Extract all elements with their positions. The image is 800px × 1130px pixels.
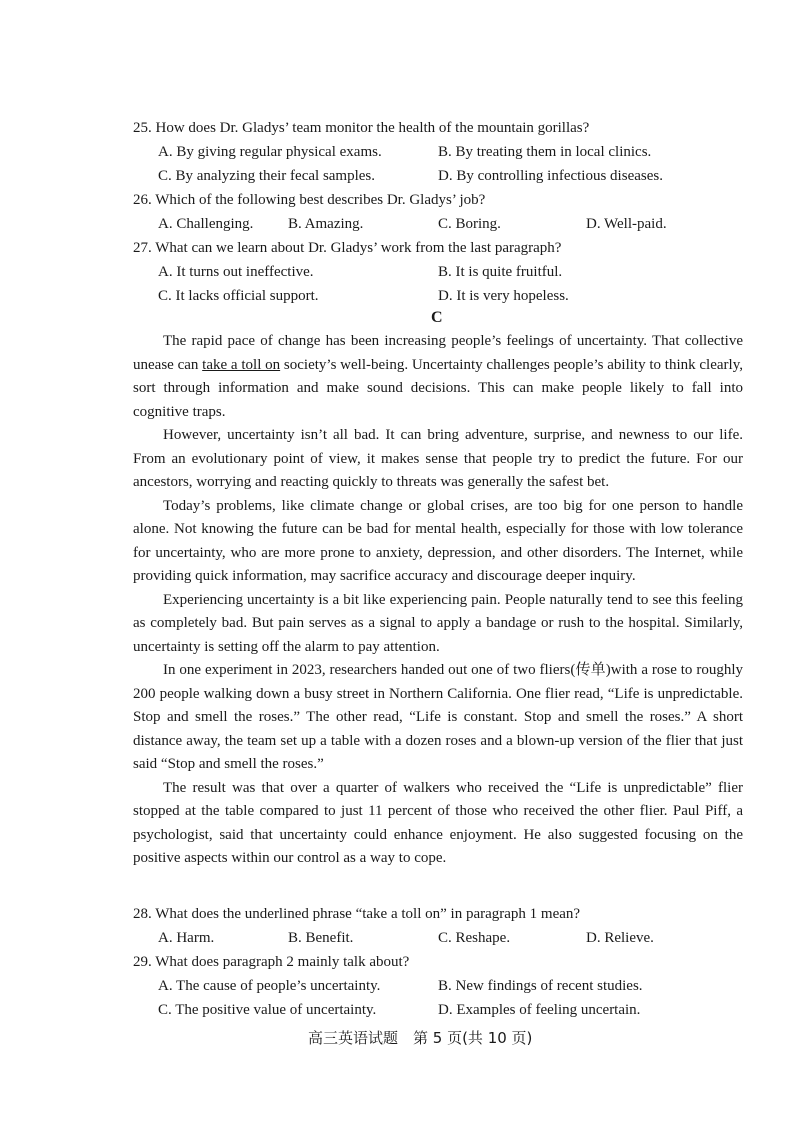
passage-paragraph-5: In one experiment in 2023, researchers handed out one of two fliers(传单)with a rose to roughly 200 people walking down a busy street in Northern California. One flier read, “Life is unpredictable. Stop and smell the roses.” The other read, “Life is constant. Stop and smell the roses.” A short distance away, the team set up a table with a dozen roses and a blown-up version of the flier that just said “Stop and smell the roses.” <box>133 662 743 772</box>
passage-paragraph-2: However, uncertainty isn’t all bad. It can bring adventure, surprise, and newness to our life. From an evolutionary point of view, it makes sense that people try to predict the future. For our ancestors, worrying and reacting quickly to threats was generally the safest bet. <box>133 427 743 490</box>
q29-option-d: D. Examples of feeling uncertain. <box>438 1002 641 1018</box>
q25-option-d: D. By controlling infectious diseases. <box>438 168 663 184</box>
q25-option-b: B. By treating them in local clinics. <box>438 144 652 160</box>
page-footer: 高三英语试题 第 5 页(共 10 页) <box>308 1029 533 1047</box>
q28-option-d: D. Relieve. <box>586 930 654 946</box>
q28-option-b: B. Benefit. <box>288 930 354 946</box>
q27-option-c: C. It lacks official support. <box>158 288 319 304</box>
q25-option-a: A. By giving regular physical exams. <box>158 144 382 160</box>
q25-option-c: C. By analyzing their fecal samples. <box>158 168 376 184</box>
question-27: 27. What can we learn about Dr. Gladys’ work from the last paragraph? <box>133 240 562 256</box>
passage-paragraph-1: The rapid pace of change has been increasing people’s feelings of uncertainty. That collective unease can take a toll on society’s well-being. Uncertainty challenges people’s ability to think clearly, sort through information and make sound decisions. This can make people likely to fall into cognitive traps. <box>133 333 743 420</box>
question-28: 28. What does the underlined phrase “take a toll on” in paragraph 1 mean? <box>133 906 581 922</box>
underlined-phrase: take a toll on <box>202 356 281 373</box>
passage-c <box>133 330 743 871</box>
q27-option-d: D. It is very hopeless. <box>438 288 569 304</box>
q29-option-c: C. The positive value of uncertainty. <box>158 1002 377 1018</box>
passage-paragraph-4: Experiencing uncertainty is a bit like experiencing pain. People naturally tend to see this feeling as completely bad. But pain serves as a signal to apply a bandage or rush to the hospital. Similarly, uncertainty is setting off the alarm to pay attention. <box>133 591 743 655</box>
passage-paragraph-6: The result was that over a quarter of walkers who received the “Life is unpredictable” flier stopped at the table compared to just 11 percent of those who received the other flier. Paul Piff, a psychologist, said that uncertainty could enhance enjoyment. He also suggested focusing on the positive aspects within our control as a way to cope. <box>133 779 743 866</box>
question-25: 25. How does Dr. Gladys’ team monitor the health of the mountain gorillas? <box>133 120 590 136</box>
q26-option-c: C. Boring. <box>438 216 501 232</box>
q29-option-a: A. The cause of people’s uncertainty. <box>158 978 381 994</box>
q28-option-a: A. Harm. <box>158 930 215 946</box>
q29-option-b: B. New findings of recent studies. <box>438 978 643 994</box>
q26-option-a: A. Challenging. <box>158 216 254 232</box>
q27-option-a: A. It turns out ineffective. <box>158 264 314 280</box>
q28-option-c: C. Reshape. <box>438 930 511 946</box>
question-29: 29. What does paragraph 2 mainly talk about? <box>133 954 410 970</box>
passage-paragraph-3: Today’s problems, like climate change or global crises, are too big for one person to handle alone. Not knowing the future can be bad for mental health, especially for those with low tolerance for uncertainty, who are more prone to anxiety, depression, and other disorders. The Internet, while providing quick information, may sacrifice accuracy and discourage deeper inquiry. <box>133 497 743 584</box>
q26-option-d: D. Well-paid. <box>586 216 667 232</box>
section-heading: C <box>431 309 443 326</box>
question-26: 26. Which of the following best describes Dr. Gladys’ job? <box>133 192 486 208</box>
q27-option-b: B. It is quite fruitful. <box>438 264 563 280</box>
q26-option-b: B. Amazing. <box>288 216 364 232</box>
